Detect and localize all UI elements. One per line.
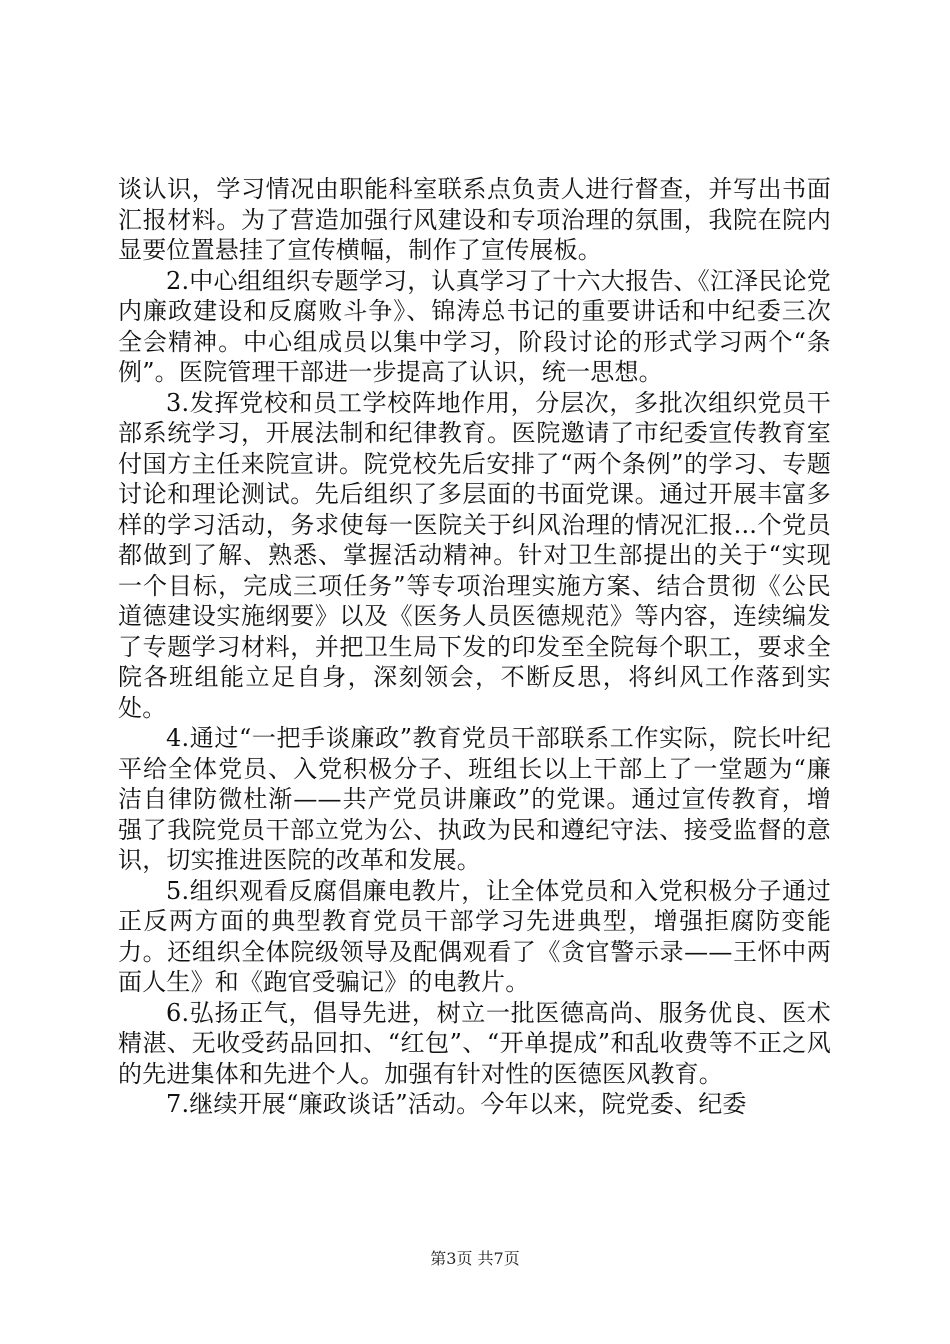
- document-body: [118, 174, 831, 1120]
- page-footer: 第3页 共7页: [430, 1249, 520, 1268]
- paragraph-5: 5.组织观看反腐倡廉电教片，让全体党员和入党积极分子通过正反两方面的典型教育党员干部学习先进典型，增强拒腐防变能力。还组织全体院级领导及配偶观看了《贪官警示录——王怀中两面人生》和《跑官受骗记》的电教片。: [118, 876, 831, 996]
- paragraph-1: 谈认识，学习情况由职能科室联系点负责人进行督查，并写出书面汇报材料。为了营造加强行风建设和专项治理的氛围，我院在院内显要位置悬挂了宣传横幅，制作了宣传展板。: [118, 175, 831, 264]
- paragraph-7: 7.继续开展“廉政谈话”活动。今年以来，院党委、纪委: [166, 1090, 747, 1118]
- paragraph-6: 6.弘扬正气，倡导先进，树立一批医德高尚、服务优良、医术精湛、无收受药品回扣、“红包”、“开单提成”和乱收费等不正之风的先进集体和先进个人。加强有针对性的医德医风教育。: [118, 998, 831, 1088]
- paragraph-4: 4.通过“一把手谈廉政”教育党员干部联系工作实际，院长叶纪平给全体党员、入党积极分子、班组长以上干部上了一堂题为“廉洁自律防微杜渐——共产党员讲廉政”的党课。通过宣传教育，增强了我院党员干部立党为公、执政为民和遵纪守法、接受监督的意识，切实推进医院的改革和发展。: [118, 724, 831, 874]
- paragraph-3: 3.发挥党校和员工学校阵地作用，分层次，多批次组织党员干部系统学习，开展法制和纪律教育。医院邀请了市纪委宣传教育室付国方主任来院宣讲。院党校先后安排了“两个条例”的学习、专题讨论和理论测试。先后组织了多层面的书面党课。通过开展丰富多样的学习活动，务求使每一医院关于纠风治理的情况汇报...个党员都做到了解、熟悉、掌握活动精神。针对卫生部提出的关于“实现一个目标，完成三项任务”等专项治理实施方案、结合贯彻《公民道德建设实施纲要》以及《医务人员医德规范》等内容，连续编发了专题学习材料，并把卫生局下发的印发至全院每个职工，要求全院各班组能立足自身，深刻领会，不断反思，将纠风工作落到实处。: [118, 388, 831, 722]
- paragraph-2: 2.中心组组织专题学习，认真学习了十六大报告、《江泽民论党内廉政建设和反腐败斗争》、锦涛总书记的重要讲话和中纪委三次全会精神。中心组成员以集中学习，阶段讨论的形式学习两个“条例”。医院管理干部进一步提高了认识，统一思想。: [118, 266, 831, 386]
